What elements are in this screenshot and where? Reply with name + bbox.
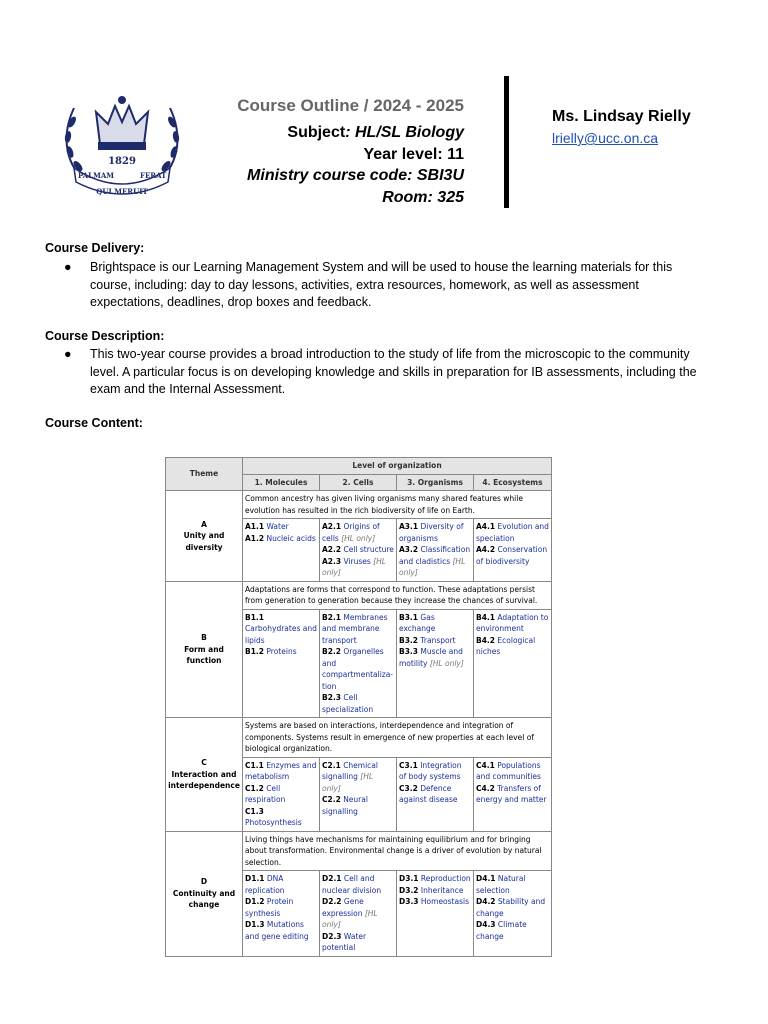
topic-cell: [320, 519, 397, 582]
topic-entry[interactable]: [245, 896, 317, 919]
topic-code: C3.1: [399, 760, 418, 770]
theme-cell: [166, 718, 243, 832]
topic-cell: [243, 609, 320, 718]
svg-text:FERAT: FERAT: [140, 171, 167, 180]
crown-icon: [96, 96, 148, 150]
topic-code: B1.1: [245, 612, 265, 622]
topic-title-link[interactable]: Viruses: [343, 556, 371, 566]
topic-code: C1.2: [245, 783, 264, 793]
topic-entry[interactable]: [322, 794, 394, 817]
course-description-text: This two-year course provides a broad introduction to the study of life from the microscopic to the community level. A particular focus is on developing knowledge and skills in preparation for IB assessments, including the exam and the Internal Assessment.: [90, 347, 697, 396]
topic-entry[interactable]: [476, 544, 549, 567]
topic-title-link[interactable]: Protein synthesis: [245, 897, 294, 918]
topic-entry[interactable]: [322, 760, 394, 795]
topic-entry[interactable]: [322, 646, 394, 692]
level-header: Level of organization: [243, 458, 552, 475]
topic-entry[interactable]: [399, 646, 471, 669]
topic-title-link[interactable]: Mutations and gene editing: [245, 920, 309, 941]
topic-code: D1.3: [245, 920, 265, 929]
topic-code: B4.1: [476, 612, 496, 622]
theme-intro: Common ancestry has given living organisms many shared features while evolution has resulted in the rich biodiversity of life on Earth.: [243, 491, 552, 519]
topic-title-link[interactable]: Water: [266, 522, 289, 531]
topic-code: C1.3: [245, 806, 264, 816]
topic-title-link[interactable]: Carbohydrates and lipids: [245, 624, 317, 645]
topic-title-link[interactable]: Origins of cells: [322, 522, 380, 543]
topic-title-link[interactable]: Reproduction: [420, 874, 471, 883]
topic-entry[interactable]: [245, 612, 317, 647]
topic-title-link[interactable]: Adaptation to environment: [476, 612, 549, 633]
topic-code: D3.2: [399, 885, 419, 895]
topic-title-link[interactable]: Membranes and membrane transport: [322, 612, 388, 645]
topic-title-link[interactable]: Stability and change: [476, 897, 546, 918]
topic-title-link[interactable]: Proteins: [266, 647, 297, 656]
topic-entry[interactable]: [399, 896, 471, 908]
level-ecosystems: 4. Ecosystems: [474, 474, 552, 491]
topic-code: A1.1: [245, 522, 265, 531]
topic-title-link[interactable]: Homeostasis: [420, 897, 469, 906]
topic-title-link[interactable]: Cell respiration: [245, 783, 286, 804]
topic-code: A1.2: [245, 533, 265, 543]
theme-cell: [166, 831, 243, 956]
topic-entry[interactable]: [399, 521, 471, 544]
topic-code: C4.2: [476, 783, 495, 793]
theme-header: Theme: [166, 458, 243, 491]
topic-entry[interactable]: [399, 885, 471, 897]
topic-entry[interactable]: [245, 806, 317, 829]
topic-title-link[interactable]: Evolution and speciation: [476, 522, 549, 543]
year-level: Year level: 11: [363, 145, 464, 163]
topic-entry[interactable]: [476, 760, 549, 783]
topic-code: B2.1: [322, 612, 342, 622]
theme-name: Continuity and change: [172, 888, 236, 910]
topic-entry[interactable]: [476, 919, 549, 942]
hl-only-note: [HL only]: [322, 772, 374, 793]
topic-entry[interactable]: [399, 783, 471, 806]
theme-intro: Living things have mechanisms for maintaining equilibrium and for bringing about transformation. Environmental change is a driver of evolution by natural selection.: [243, 831, 552, 871]
topic-code: A3.2: [399, 545, 419, 554]
svg-text:1829: 1829: [108, 156, 136, 167]
topic-code: B1.2: [245, 647, 265, 656]
topic-title-link[interactable]: Diversity of organisms: [399, 522, 464, 543]
topic-code: D1.2: [245, 897, 265, 906]
topic-code: B2.3: [322, 693, 342, 702]
topic-code: A2.1: [322, 522, 342, 531]
topic-code: C1.1: [245, 760, 264, 770]
topic-title-link[interactable]: Climate change: [476, 920, 527, 941]
theme-intro: Adaptations are forms that correspond to function. These adaptations persist from generation to generation because they increase the chances of survival.: [243, 581, 552, 609]
hl-only-note: [HL only]: [341, 533, 376, 543]
topic-title-link[interactable]: Cell specialization: [322, 693, 374, 714]
topic-title-link[interactable]: Nucleic acids: [266, 533, 316, 543]
topic-cell: [243, 757, 320, 831]
theme-intro-row: [166, 831, 552, 871]
topic-code: D2.1: [322, 874, 342, 883]
topic-entry[interactable]: [322, 896, 394, 931]
topic-title-link[interactable]: Natural selection: [476, 874, 526, 895]
topic-title-link[interactable]: Neural signalling: [322, 795, 368, 816]
topic-entry[interactable]: [322, 931, 394, 954]
theme-name: Unity and diversity: [183, 531, 225, 552]
topic-entry[interactable]: [245, 533, 317, 545]
topic-entry[interactable]: [399, 612, 471, 635]
topic-entry[interactable]: [476, 873, 549, 896]
level-cells: 2. Cells: [320, 474, 397, 491]
topic-cell: [397, 609, 474, 718]
topic-title-link[interactable]: Water potential: [322, 931, 367, 952]
topic-title-link[interactable]: Integration of body systems: [399, 760, 462, 781]
topic-cell: [320, 871, 397, 957]
theme-letter: B: [201, 633, 207, 642]
topic-entry[interactable]: [476, 783, 549, 806]
topic-cell: [243, 871, 320, 957]
bullet-icon: ●: [64, 347, 72, 361]
course-outline-title: Course Outline / 2024 - 2025: [237, 96, 464, 115]
theme-intro-row: [166, 581, 552, 609]
subject-line: [200, 122, 464, 144]
topic-title-link[interactable]: Classification and cladistics: [399, 545, 471, 566]
course-content-table: [165, 457, 552, 957]
topic-entry[interactable]: [476, 635, 549, 658]
topic-entry[interactable]: [476, 612, 549, 635]
topic-cell: [397, 519, 474, 582]
topic-cell: [474, 609, 552, 718]
school-crest-logo: [52, 82, 192, 202]
topic-code: A4.1: [476, 522, 496, 531]
topic-entry[interactable]: [399, 760, 471, 783]
topic-entry[interactable]: [322, 692, 394, 715]
topic-code: A4.2: [476, 545, 496, 554]
topic-entry[interactable]: [399, 635, 471, 647]
topic-entry[interactable]: [322, 544, 394, 556]
topic-title-link[interactable]: Inheritance: [420, 885, 464, 895]
topic-entry[interactable]: [245, 919, 317, 942]
topic-entry[interactable]: [322, 556, 394, 579]
theme-cell: [166, 491, 243, 582]
topic-entry[interactable]: [322, 873, 394, 896]
teacher-email-link[interactable]: lrielly@ucc.on.ca: [552, 130, 659, 146]
topic-entry[interactable]: [399, 544, 471, 579]
topic-code: D1.1: [245, 874, 265, 883]
topic-code: B2.2: [322, 647, 342, 656]
topic-entry[interactable]: [245, 783, 317, 806]
hl-only-note: [HL only]: [429, 658, 464, 668]
course-description-heading: Course Description:: [45, 329, 165, 343]
topic-code: D3.1: [399, 874, 419, 883]
topic-cell: [243, 519, 320, 582]
topic-title-link[interactable]: Gene expression: [322, 897, 364, 918]
topic-entry[interactable]: [322, 521, 394, 544]
topic-code: D4.1: [476, 874, 496, 883]
topic-entry[interactable]: [245, 760, 317, 783]
topic-entry[interactable]: [322, 612, 394, 647]
topic-code: C2.1: [322, 760, 341, 770]
theme-letter: C: [201, 758, 207, 767]
theme-name: Form and function: [184, 644, 224, 665]
topic-title-link[interactable]: Transfers of energy and matter: [476, 783, 547, 804]
topic-title-link[interactable]: Gas exchange: [399, 612, 436, 633]
topic-title-link[interactable]: Conservation of biodiversity: [476, 545, 548, 566]
teacher-name: Ms. Lindsay Rielly: [552, 108, 691, 125]
topic-code: B3.3: [399, 647, 419, 656]
topic-title-link[interactable]: Enzymes and metabolism: [245, 760, 317, 781]
hl-only-note: [HL only]: [322, 556, 386, 577]
theme-name: Interaction and interdependence: [168, 769, 240, 790]
topic-title-link[interactable]: Organelles and compartmentaliza-tion: [322, 647, 394, 691]
level-organisms: 3. Organisms: [397, 474, 474, 491]
svg-text:PALMAM: PALMAM: [78, 171, 115, 180]
topic-title-link[interactable]: Cell structure: [343, 545, 394, 554]
topic-entry[interactable]: [245, 521, 317, 533]
course-header: [200, 96, 464, 208]
topic-code: D4.2: [476, 897, 496, 906]
topic-code: A2.3: [322, 556, 342, 566]
topic-cell: [474, 757, 552, 831]
topic-code: D4.3: [476, 920, 496, 929]
hl-only-note: [HL only]: [322, 908, 378, 929]
teacher-info: [552, 108, 691, 146]
hl-only-note: [HL only]: [399, 556, 466, 577]
level-molecules: 1. Molecules: [243, 474, 320, 491]
course-content-heading: Course Content:: [45, 416, 143, 430]
topic-code: B4.2: [476, 635, 496, 645]
topic-title-link[interactable]: Ecological niches: [476, 635, 536, 656]
topic-code: D2.2: [322, 897, 342, 906]
topic-code: D2.3: [322, 931, 342, 941]
topic-title-link[interactable]: Muscle and motility: [399, 647, 463, 668]
topic-entry[interactable]: [476, 896, 549, 919]
topic-code: C4.1: [476, 760, 495, 770]
topic-cell: [474, 871, 552, 957]
topic-cell: [474, 519, 552, 582]
topic-cell: [320, 609, 397, 718]
topic-code: A2.2: [322, 545, 342, 554]
topic-cell: [397, 871, 474, 957]
topic-title-link[interactable]: DNA replication: [245, 874, 285, 895]
topic-code: D3.3: [399, 897, 419, 906]
topic-entry[interactable]: [399, 873, 471, 885]
theme-letter: A: [201, 519, 207, 529]
topic-title-link[interactable]: Transport: [420, 635, 456, 645]
bullet-icon: ●: [64, 260, 72, 274]
topic-title-link[interactable]: Photosynthesis: [245, 818, 302, 827]
topic-code: C3.2: [399, 783, 418, 793]
topic-code: B3.2: [399, 635, 419, 645]
theme-intro: Systems are based on interactions, interdependence and integration of components. Systems result in emergence of new properties at each level of biological organization.: [243, 718, 552, 758]
course-delivery-heading: Course Delivery:: [45, 241, 145, 255]
topic-cell: [320, 757, 397, 831]
topic-title-link[interactable]: Chemical signalling: [322, 760, 378, 781]
topic-code: A3.1: [399, 522, 419, 531]
theme-letter: D: [200, 877, 208, 887]
subject-label: Subject: [287, 124, 346, 141]
topic-code: C2.2: [322, 795, 341, 804]
theme-intro-row: [166, 491, 552, 519]
room: Room: 325: [382, 188, 464, 206]
topic-entry[interactable]: [476, 521, 549, 544]
theme-intro-row: [166, 718, 552, 758]
subject-value: : HL/SL Biology: [345, 124, 464, 141]
theme-cell: [166, 581, 243, 718]
topic-code: B3.1: [399, 612, 419, 622]
svg-text:QUI MERUIT: QUI MERUIT: [96, 187, 148, 196]
topic-entry[interactable]: [245, 646, 317, 658]
topic-title-link[interactable]: Defence against disease: [399, 783, 458, 804]
topic-title-link[interactable]: Populations and communities: [476, 760, 541, 781]
header-divider: [504, 76, 509, 208]
topic-entry[interactable]: [245, 873, 317, 896]
ministry-code: Ministry course code: SBI3U: [247, 167, 464, 184]
topic-title-link[interactable]: Cell and nuclear division: [322, 874, 382, 895]
topic-cell: [397, 757, 474, 831]
course-delivery-text: Brightspace is our Learning Management System and will be used to house the learning materials for this course, including: day to day lessons, activities, extra resources, homework, as well as assessment expectations, deadlines, drop boxes and feedback.: [90, 260, 673, 309]
